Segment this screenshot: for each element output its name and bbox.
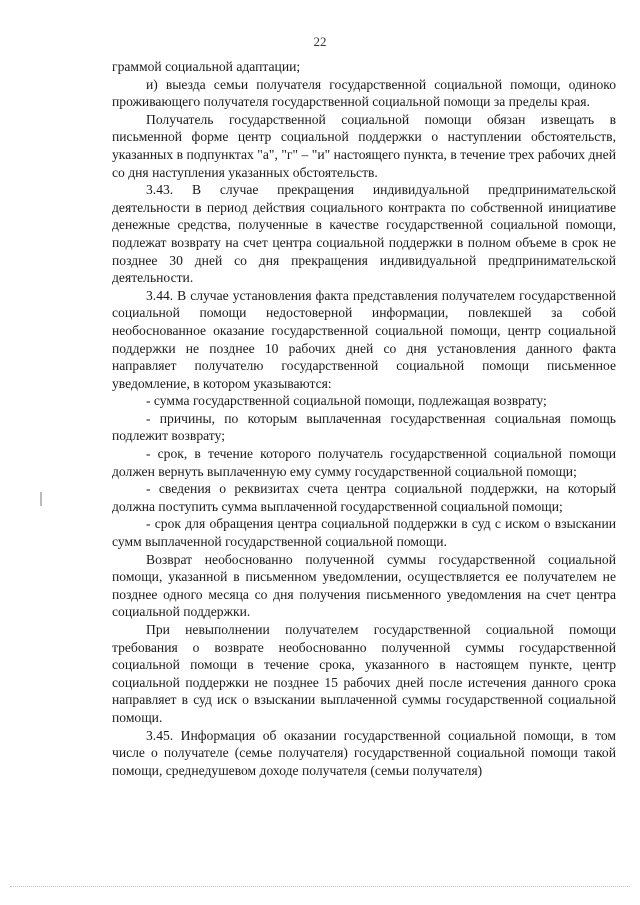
scan-margin-mark — [40, 492, 42, 506]
document-body — [112, 58, 616, 779]
paragraph-item-i: и) выезда семьи получателя государственной социальной помощи, одиноко проживающего получателя государственной социальной помощи за пределы края. — [112, 76, 616, 110]
paragraph-3-44: 3.44. В случае установления факта представления получателем государственной социальной помощи недостоверной информации, повлекшей за собой необоснованное оказание государственной социальной помощи, центр социальной поддержки не позднее 10 рабочих дней со дня установления данного факта направляет получателю государственной социальной помощи письменное уведомление, в котором указываются: — [112, 287, 616, 391]
paragraph-notification-duty: Получатель государственной социальной помощи обязан извещать в письменной форме центр социальной поддержки о наступлении обстоятельств, указанных в подпунктах "а", "г" – "и" настоящего пункта, в течение трех рабочих дней со дня наступления указанных обстоятельств. — [112, 111, 616, 180]
list-item-sum: - сумма государственной социальной помощи, подлежащая возврату; — [146, 393, 547, 409]
scan-bottom-edge — [10, 884, 630, 887]
list-item-court-deadline: - срок для обращения центра социальной поддержки в суд с иском о взыскании сумм выплаченной государственной социальной помощи. — [112, 516, 616, 550]
list-item-reasons: - причины, по которым выплаченная государственная социальная помощь подлежит возврату; — [112, 410, 616, 444]
list-item-account-details: - сведения о реквизитах счета центра социальной поддержки, на который должна поступить сумма выплаченной государственной социальной помощи; — [112, 481, 616, 514]
paragraph-non-compliance: При невыполнении получателем государственной социальной помощи требования о возврате необоснованно полученной суммы государственной социальной помощи в течение срока, указанного в настоящем пункте, центр социальной поддержки не позднее 15 рабочих дней после истечения данного срока направляет в суд иск о взыскании выплаченной суммы государственной социальной помощи. — [112, 622, 616, 725]
paragraph-3-45: 3.45. Информация об оказании государственной социальной помощи, в том числе о получателе (семье получателя) государственной социальной помощи такой помощи, среднедушевом доходе получателя (семьи получателя) — [112, 727, 616, 778]
paragraph-continuation: граммой социальной адаптации; — [112, 59, 301, 74]
list-item-deadline: - срок, в течение которого получатель государственной социальной помощи должен вернуть выплаченную ему сумму государственной социальной помощи; — [112, 446, 616, 479]
paragraph-refund: Возврат необоснованно полученной суммы государственной социальной помощи, указанной в письменном уведомлении, осуществляется ее получателем не позднее одного месяца со дня получения письменного уведомления на счет центра социальной поддержки. — [112, 551, 616, 620]
page-number: 22 — [313, 34, 327, 49]
paragraph-3-43: 3.43. В случае прекращения индивидуальной предпринимательской деятельности в период действия социального контракта по собственной инициативе денежные средства, полученные в качестве государственной социальной помощи, подлежат возврату на счет центра социальной поддержки в полном объеме в срок не позднее 30 дней со дня прекращения индивидуальной предпринимательской деятельности. — [112, 182, 616, 286]
